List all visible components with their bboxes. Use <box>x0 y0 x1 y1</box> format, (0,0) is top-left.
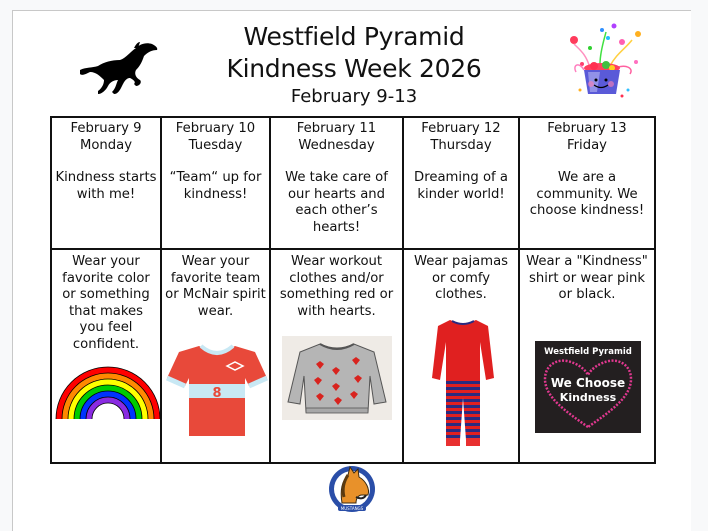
attire-cell-monday <box>51 249 161 463</box>
red-jersey-icon <box>165 342 269 438</box>
day-theme: We take care of our hearts and each other’s hearts! <box>285 170 388 235</box>
day-cell-friday <box>519 117 655 249</box>
day-cell-thursday <box>403 117 519 249</box>
attire-text: Wear a "Kindness" shirt or wear pink or black. <box>526 254 648 302</box>
day-weekday: Tuesday <box>188 137 243 153</box>
page-title-line1: Westfield Pyramid <box>243 22 465 51</box>
shirt-main-line1: We Choose <box>550 376 626 390</box>
day-date: February 9 <box>70 121 142 136</box>
attire-text: Wear pajamas or comfy clothes. <box>413 254 509 302</box>
page-title-line2: Kindness Week 2026 <box>226 54 482 83</box>
day-weekday: Thursday <box>430 137 492 153</box>
day-weekday: Friday <box>567 137 607 153</box>
attire-cell-thursday <box>403 249 519 463</box>
shirt-top-text: Westfield Pyramid <box>544 347 632 357</box>
day-theme: Kindness starts with me! <box>55 170 157 202</box>
jersey-number: 8 <box>212 386 222 401</box>
we-choose-kindness-shirt-icon <box>535 341 641 433</box>
day-cell-monday <box>51 117 161 249</box>
kindness-week-schedule-table <box>50 116 656 464</box>
attire-text: Wear your favorite color or something that makes you feel confident. <box>62 254 150 352</box>
day-weekday: Monday <box>79 137 133 153</box>
day-date: February 11 <box>296 121 377 136</box>
rainbow-icon <box>55 363 161 419</box>
attire-row <box>51 249 655 463</box>
day-date: February 12 <box>421 121 501 136</box>
themes-row <box>51 117 655 249</box>
attire-cell-friday <box>519 249 655 463</box>
attire-cell-tuesday <box>161 249 270 463</box>
heart-sweater-icon <box>282 336 392 420</box>
day-cell-wednesday <box>270 117 403 249</box>
attire-text: Wear your favorite team or McNair spirit wear. <box>165 254 266 319</box>
day-theme: We are a community. We choose kindness! <box>529 170 645 218</box>
pajamas-icon <box>430 318 496 448</box>
day-theme: “Team“ up for kindness! <box>169 170 262 202</box>
day-theme: Dreaming of a kinder world! <box>414 170 508 202</box>
attire-cell-wednesday <box>270 249 403 463</box>
shirt-main-line2: Kindness <box>559 391 617 404</box>
attire-text: Wear workout clothes and/or something red or with hearts. <box>279 254 394 319</box>
day-cell-tuesday <box>161 117 270 249</box>
page-subtitle: February 9-13 <box>290 86 418 107</box>
day-date: February 13 <box>547 121 627 136</box>
mascot-banner-text: MUSTANGS <box>340 506 364 511</box>
day-weekday: Wednesday <box>298 137 375 153</box>
mustangs-mascot-icon <box>326 461 378 513</box>
day-date: February 10 <box>175 121 256 136</box>
